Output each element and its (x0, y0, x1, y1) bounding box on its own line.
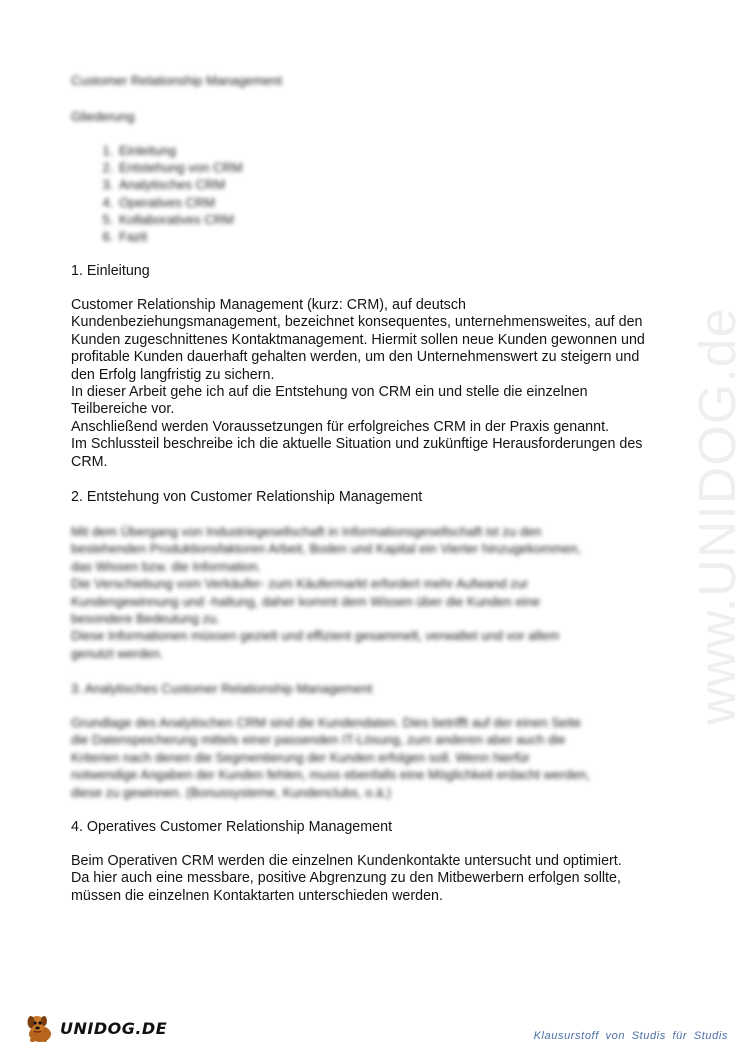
section-body (71, 853, 691, 905)
document-title: Customer Relationship Management (71, 73, 282, 88)
text-line: In dieser Arbeit gehe ich auf die Entstehung von CRM ein und stelle die einzelnen (71, 384, 588, 401)
text-line: CRM. (71, 453, 108, 470)
section-body (71, 297, 691, 471)
table-of-contents (71, 142, 243, 245)
text-line: Kunden zugeschnittenes Kontaktmanagement. Hiermit sollen neue Kunden gewonnen und (71, 331, 645, 348)
toc-item: 4. Operatives CRM (117, 194, 243, 211)
section-heading: 2. Entstehung von Customer Relationship Management (71, 489, 423, 505)
text-line: Grundlage des Analytischen CRM sind die Kundendaten. Dies betrifft auf der einen Seite (71, 715, 581, 730)
text-line: diese zu gewinnen. (Bonussysteme, Kundenclubs, o.ä.) (71, 784, 392, 800)
section-heading: 4. Operatives Customer Relationship Management (71, 819, 393, 835)
toc-item: 5. Kollaboratives CRM (117, 211, 243, 228)
section-heading-blurred: 3. Analytisches Customer Relationship Management (71, 681, 373, 696)
text-line: Kriterien nach denen die Segmentierung der Kunden erfolgen soll. Wenn hierfür (71, 749, 530, 765)
text-line: die Datenspeicherung mittels einer passenden IT-Lösung, zum anderen aber auch die (71, 732, 566, 748)
text-line: Im Schlussteil beschreibe ich die aktuelle Situation und zukünftige Herausforderungen des (71, 436, 643, 453)
text-line: bestehenden Produktionsfaktoren Arbeit, Boden und Kapital ein Vierter hinzugekommen, (71, 541, 581, 557)
text-line: müssen die einzelnen Kontaktarten unterschieden werden. (71, 887, 443, 904)
section-body-blurred (71, 523, 691, 662)
logo-text: UNIDOG.DE (60, 1018, 168, 1038)
dog-icon (22, 1010, 58, 1046)
text-line: Customer Relationship Management (kurz: CRM), auf deutsch (71, 297, 466, 313)
text-line: Mit dem Übergang von Industriegesellschaft in Informationsgesellschaft ist zu den (71, 524, 542, 539)
text-line: Diese Informationen müssen gezielt und effizient gesammelt, verwaltet und vor allem (71, 628, 560, 644)
watermark: www.UNIDOG.de (689, 307, 747, 725)
text-line: Beim Operativen CRM werden die einzelnen Kundenkontakte untersucht und optimiert. (71, 853, 622, 869)
text-line: besondere Bedeutung zu. (71, 611, 220, 627)
text-line: Die Verschiebung vom Verkäufer- zum Käufermarkt erfordert mehr Aufwand zur (71, 576, 529, 592)
text-line: profitable Kunden dauerhaft gehalten werden, um den Unternehmenswert zu steigern und (71, 349, 640, 366)
text-line: notwendige Angaben der Kunden fehlen, muss ebenfalls eine Möglichkeit erdacht werden, (71, 767, 590, 783)
toc-heading: Gliederung (71, 109, 135, 124)
section-heading: 1. Einleitung (71, 263, 150, 279)
text-line: Teilbereiche vor. (71, 401, 175, 418)
toc-item: 1. Einleitung (117, 142, 243, 159)
section-body-blurred (71, 714, 691, 801)
text-line: Kundengewinnung und -haltung, daher kommt dem Wissen über die Kunden eine (71, 593, 541, 609)
text-line: Kundenbeziehungsmanagement, bezeichnet konsequentes, unternehmensweites, auf den (71, 314, 643, 331)
toc-item: 3. Analytisches CRM (117, 176, 243, 193)
text-line: Anschließend werden Voraussetzungen für erfolgreiches CRM in der Praxis genannt. (71, 418, 610, 435)
text-line: Da hier auch eine messbare, positive Abgrenzung zu den Mitbewerbern erfolgen sollte, (71, 870, 621, 887)
toc-item: 6. Fazit (117, 228, 243, 245)
text-line: den Erfolg langfristig zu sichern. (71, 366, 275, 383)
footer-tagline: Klausurstoff von Studis für Studis (533, 1030, 728, 1042)
toc-item: 2. Entstehung von CRM (117, 159, 243, 176)
footer-logo[interactable] (22, 1010, 167, 1046)
text-line: genutzt werden. (71, 645, 164, 661)
text-line: das Wissen bzw. die Information. (71, 558, 262, 574)
